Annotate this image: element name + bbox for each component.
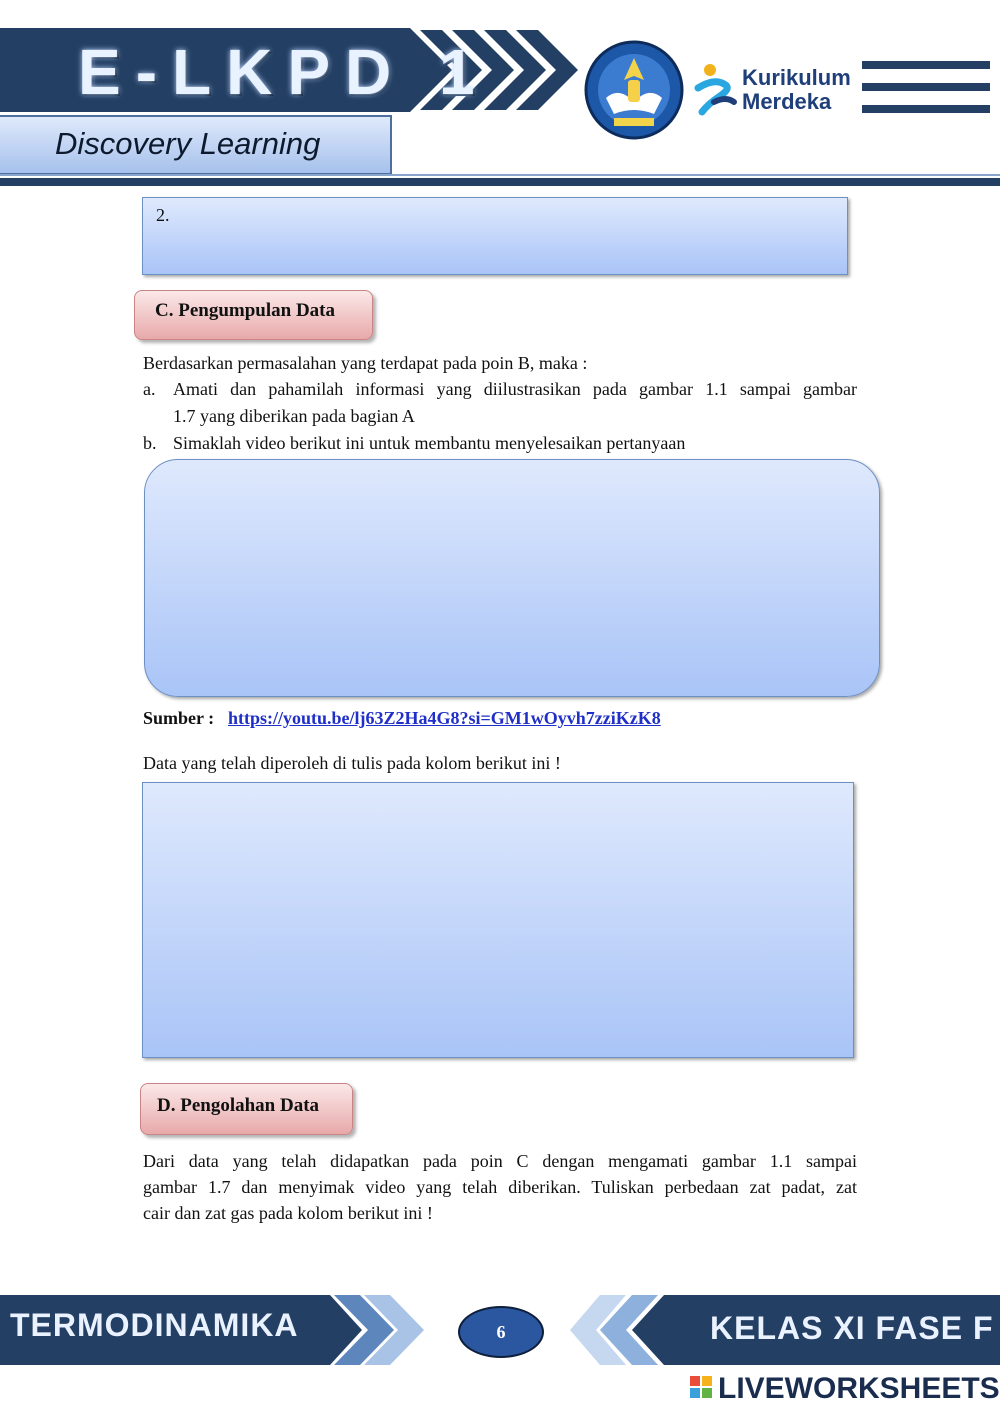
section-d-line1: Dari data yang telah didapatkan pada poin C dengan mengamati gambar 1.1 sampai bbox=[143, 1151, 857, 1171]
header-right-line bbox=[862, 105, 990, 113]
section-c-intro: Berdasarkan permasalahan yang terdapat pada poin B, maka : bbox=[143, 353, 588, 373]
item-b-text: Simaklah video berikut ini untuk membantu menyelesaikan pertanyaan bbox=[173, 433, 686, 453]
footer-right-chevrons bbox=[570, 1292, 700, 1368]
section-d-line2: gambar 1.7 dan menyimak video yang telah diberikan. Tuliskan perbedaan zat padat, zat bbox=[143, 1177, 857, 1197]
header-right-line bbox=[862, 83, 990, 91]
item-a-marker: a. bbox=[143, 379, 156, 399]
footer-class: KELAS XI FASE F bbox=[710, 1310, 994, 1346]
answer-box-2-label: 2. bbox=[156, 205, 170, 225]
header-divider bbox=[0, 178, 1000, 186]
header-title: E-LKPD 1 bbox=[78, 36, 490, 108]
page-number: 6 bbox=[458, 1306, 544, 1358]
item-a-line2: 1.7 yang diberikan pada bagian A bbox=[173, 406, 415, 426]
source-label: Sumber : bbox=[143, 708, 215, 728]
source-link[interactable]: https://youtu.be/lj63Z2Ha4G8?si=GM1wOyvh7zziKzK8 bbox=[228, 708, 661, 728]
footer-left-chevrons bbox=[310, 1292, 440, 1368]
liveworksheets-logo-icon bbox=[690, 1376, 714, 1400]
section-d-heading: D. Pengolahan Data bbox=[157, 1095, 320, 1116]
item-a-line1: Amati dan pahamilah informasi yang diilustrasikan pada gambar 1.1 sampai gambar bbox=[173, 379, 857, 399]
header-divider-light bbox=[0, 174, 1000, 176]
video-embed-box[interactable] bbox=[144, 459, 880, 697]
merdeka-text: Merdeka bbox=[742, 89, 832, 114]
tut-wuri-handayani-emblem-icon bbox=[584, 40, 684, 144]
data-prompt: Data yang telah diperoleh di tulis pada kolom berikut ini ! bbox=[143, 753, 561, 773]
answer-box-2[interactable] bbox=[142, 197, 848, 275]
kurikulum-text: Kurikulum bbox=[742, 65, 851, 90]
section-d-line3: cair dan zat gas pada kolom berikut ini ! bbox=[143, 1203, 433, 1223]
header-subtitle: Discovery Learning bbox=[55, 126, 321, 161]
header-right-line bbox=[862, 61, 990, 69]
footer-subject: TERMODINAMIKA bbox=[10, 1307, 299, 1343]
item-b-marker: b. bbox=[143, 433, 157, 453]
data-answer-box[interactable] bbox=[142, 782, 854, 1058]
section-c-heading: C. Pengumpulan Data bbox=[155, 300, 335, 321]
kurikulum-merdeka-logo-icon bbox=[694, 62, 738, 122]
liveworksheets-brand: LIVEWORKSHEETS bbox=[718, 1372, 1000, 1405]
